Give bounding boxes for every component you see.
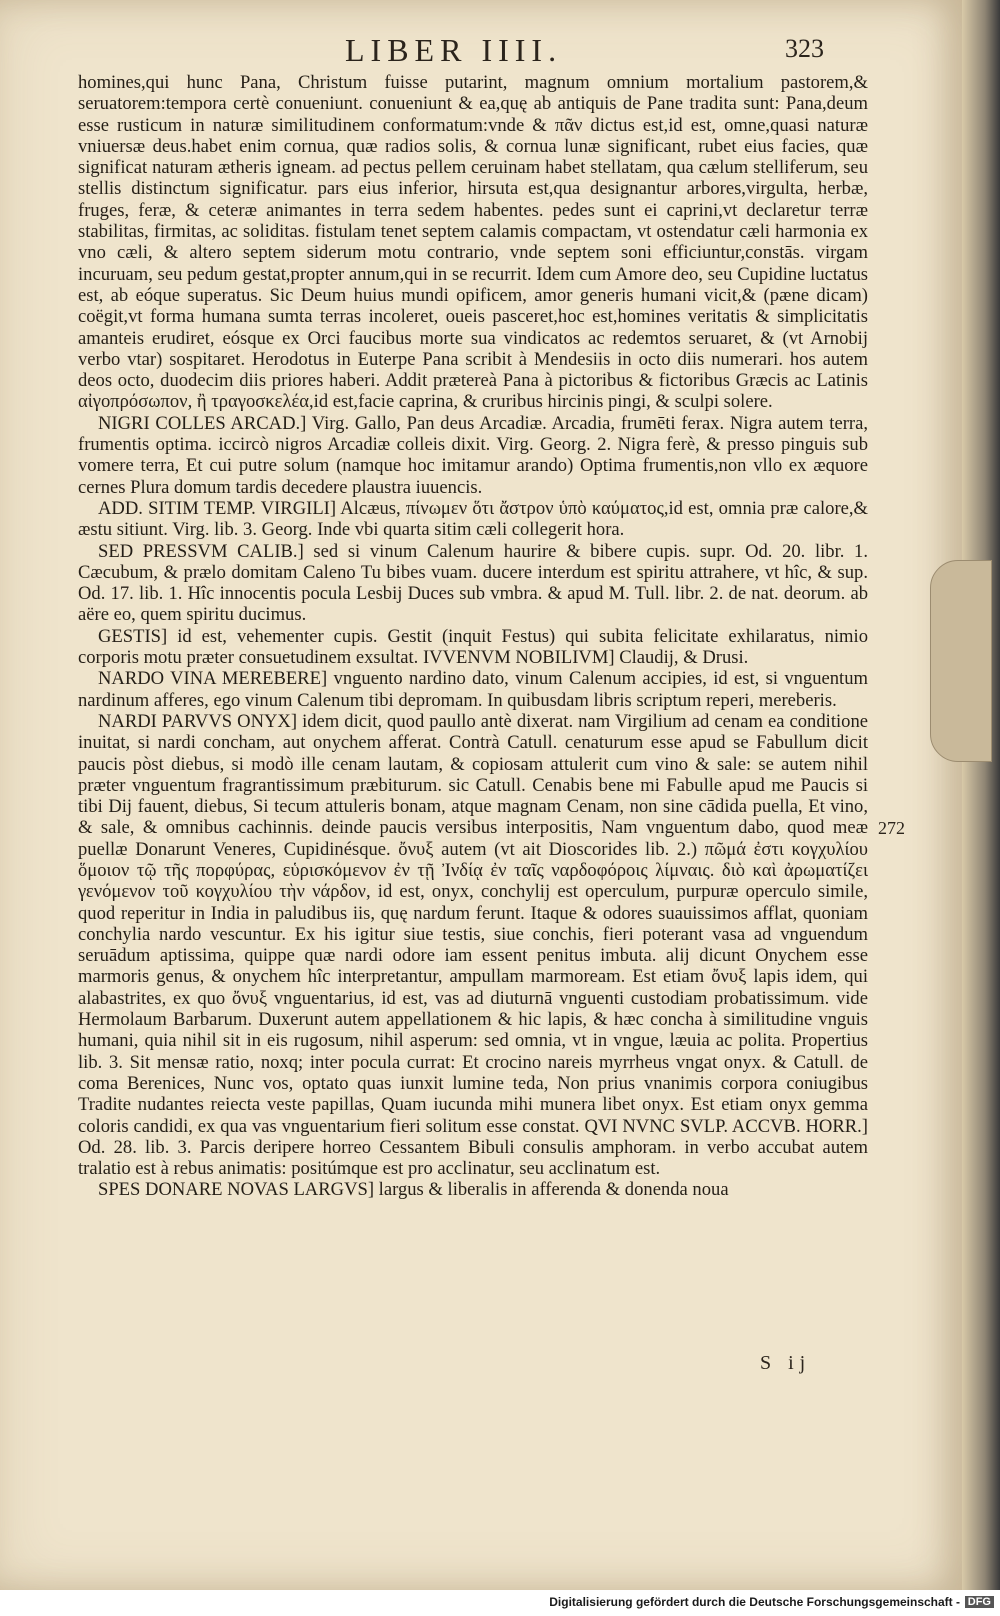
running-title: LIBER IIII. bbox=[345, 32, 563, 68]
page-header bbox=[0, 32, 962, 72]
paragraph-1: homines,qui hunc Pana, Christum fuisse putarint, magnum omnium mortalium pastorem,& seruatorem:tempora certè conueniunt. conueniunt & ea,quę ab antiquis de Pane tradita sunt: Pana,deum esse rusticum in naturæ similitudinem conformatum:vnde & πᾶν dictus est,id est, omne,quasi naturæ vniuersæ deus.habet enim cornua, quæ radios solis, & cornua lunæ significant, rubet eius facies, quæ significat naturam ætheris igneam. ad pectus pellem ceruinam habet stellatam, qua cælum stelliferum, seu stellis distinctum significatur. pars eius inferior, hirsuta est,qua designantur arbores,virgulta, herbæ, fruges, feræ, & ceteræ animantes in terra sedem habentes. pedes sunt ei caprini,vt declaretur terræ stabilitas, firmitas, ac soliditas. fistulam tenet septem calamis compactam, vt ostendatur cæli harmonia ex vno cæli, & altero septem siderum motu contrario, vnde septem soni efficiuntur,constās. virgam incuruam, seu pedum gestat,propter annum,qui in se recurrit. Idem cum Amore deo, seu Cupidine luctatus est, ab eóque superatus. Sic Deum huius mundi opificem, amor generis humani vicit,& (pæne dicam) coëgit,vt forma humana sumta terras incoleret, oueis pasceret,hoc est,homines veritatis & simplicitatis amanteis erudiret, eósque ex Orci faucibus morte sua vindicatos ac redemtos seruaret, & (vt Arnobij verbo vtar) sospitaret. Herodotus in Euterpe Pana scribit à Mendesiis in octo diis numerari. hos autem deos octo, duodecim diis priores haberi. Addit prætereà Pana à pictoribus & fictoribus Græcis ac Latinis αἰγοπρόσωπον, ἢ τραγοσκελέα,id est,facie caprina, & cruribus hircinis pingi, & sculpi solere. bbox=[78, 72, 868, 413]
page-number: 323 bbox=[785, 34, 824, 63]
book-clasp-tab bbox=[930, 560, 992, 762]
paragraph-6: NARDO VINA MEREBERE] vnguento nardino dato, vinum Calenum accipies, id est, si vnguentum nardinum afferes, ego vinum Calenum tibi depromam. In quibusdam libris scriptum reperi, mereberis. bbox=[78, 668, 868, 711]
page-edge bbox=[962, 0, 1000, 1590]
dfg-logo: DFG bbox=[965, 1596, 994, 1608]
body-text bbox=[78, 72, 868, 1201]
margin-note: 272 bbox=[878, 818, 905, 838]
signature-mark: S ij bbox=[760, 1352, 812, 1374]
paragraph-2: NIGRI COLLES ARCAD.] Virg. Gallo, Pan deus Arcadiæ. Arcadia, frumēti ferax. Nigra autem terra, frumentis optima. iccircò nigros Arcadiæ colleis dixit. Virg. Georg. 2. Nigra ferè, & presso pinguis sub vomere terra, Et cui putre solum (namque hoc imitamur arando) Optima frumentis,non vllo ex æquore cernes Plura domum tardis decedere plaustra iuuencis. bbox=[78, 412, 868, 498]
paragraph-5: GESTIS] id est, vehementer cupis. Gestit (inquit Festus) qui subita felicitate exhilaratus, nimio corporis motu præter consuetudinem exsultat. IVVENVM NOBILIVM] Claudij, & Drusi. bbox=[78, 625, 868, 669]
paragraph-7: NARDI PARVVS ONYX] idem dicit, quod paullo antè dixerat. nam Virgilium ad cenam ea conditione inuitat, si nardi concham, aut onychem afferat. Contrà Catull. cenaturum esse apud se Fabullum dicit paucis pòst diebus, si modò ille cenam lautam, & copiosam attulerit cum vino & sale: se autem nihil præter vnguentum fragrantissimum præbiturum. sic Catull. Cenabis bene mi Fabulle apud me Paucis si tibi Dij fauent, diebus, Si tecum attuleris bonam, atque magnam Cenam, non sine cādida puella, Et vino, & sale, & omnibus cachinnis. deinde paucis versibus interpositis, Nam vnguentum dabo, quod meæ puellæ Donarunt Veneres, Cupidinésque. ὄνυξ autem (vt ait Dioscorides lib. 2.) πῶμά ἐστι κογχυλίου ὅμοιον τῷ τῆς πορφύρας, εὑρισκόμενον ἐν τῇ Ἰνδίᾳ ἐν ταῖς ναρδοφόροις λίμναις. διὸ καὶ ἀρωματίζει γενόμενον τοῦ κογχυλίου τὴν νάρδον, id est, onyx, conchylij est operculum, purpuræ operculo simile, quod reperitur in India in paludibus iis, quę nardum ferunt. Itaque & odores suauissimos afflat, quoniam conchylia nardo vescuntur. Ex his igitur siue testis, siue conchis, fieri poterant vasa ad vnguendum seruādum aptissima, quippe quæ nardi odore iam essent penitus imbuta. alij dicunt Onychem esse marmoris genus, & onychem hîc interpretantur, ampullam marmoream. Est etiam ὄνυξ lapis idem, qui alabastrites, ex quo ὄνυξ vnguentarius, id est, vas ad diuturnā vnguenti custodiam probatissimum. vide Hermolaum Barbarum. Duxerunt autem appellationem & hic lapis, & hæc concha à similitudine vnguis humani, quia nihil sit in eis rugosum, nihil asperum: sed omnia, vt in vngue, læuia ac polita. Propertius lib. 3. Sit mensæ ratio, noxq; inter pocula currat: Et crocino nareis myrrheus vngat onyx. & Catull. de coma Berenices, Nunc vos, optato quas iunxit lumine teda, Non prius vnanimis corpora coniugibus Tradite nudantes reiecta veste papillas, Quam iucunda mihi munera libet onyx. Est etiam onyx gemma coloris candidi, ex qua vas vnguentarium fieri solitum esse constat. QVI NVNC SVLP. ACCVB. HORR.] Od. 28. lib. 3. Parcis deripere horreo Cessantem Bibuli consulis amphoram. in verbo accubat autem tralatio est à rebus animatis: positúmque est pro acclinatur, seu acclinatum est. bbox=[78, 710, 868, 1180]
paragraph-4: SED PRESSVM CALIB.] sed si vinum Calenum haurire & bibere cupis. supr. Od. 20. libr. 1. Cæcubum, & prælo domitam Caleno Tu bibes vuam. ducere interdum est spiritu attrahere, vt hîc, & sup. Od. 17. lib. 1. Hîc innocentis pocula Lesbij Duces sub vmbra. & apud M. Tull. libr. 2. de nat. deorum. ab aëre eo, quem spiritu ducimus. bbox=[78, 540, 868, 626]
footer-text: Digitalisierung gefördert durch die Deutsche Forschungsgemeinschaft - bbox=[549, 1595, 960, 1609]
paragraph-8: SPES DONARE NOVAS LARGVS] largus & liberalis in afferenda & donenda noua bbox=[98, 1179, 729, 1201]
digitization-footer bbox=[0, 1590, 1000, 1616]
paragraph-3: ADD. SITIM TEMP. VIRGILI] Alcæus, πίνωμεν ὅτι ἄστρον ὑπὸ καύματος,id est, omnia præ calore,& æstu sitiunt. Virg. lib. 3. Georg. Inde vbi quarta sitim cæli collegerit hora. bbox=[78, 497, 868, 541]
